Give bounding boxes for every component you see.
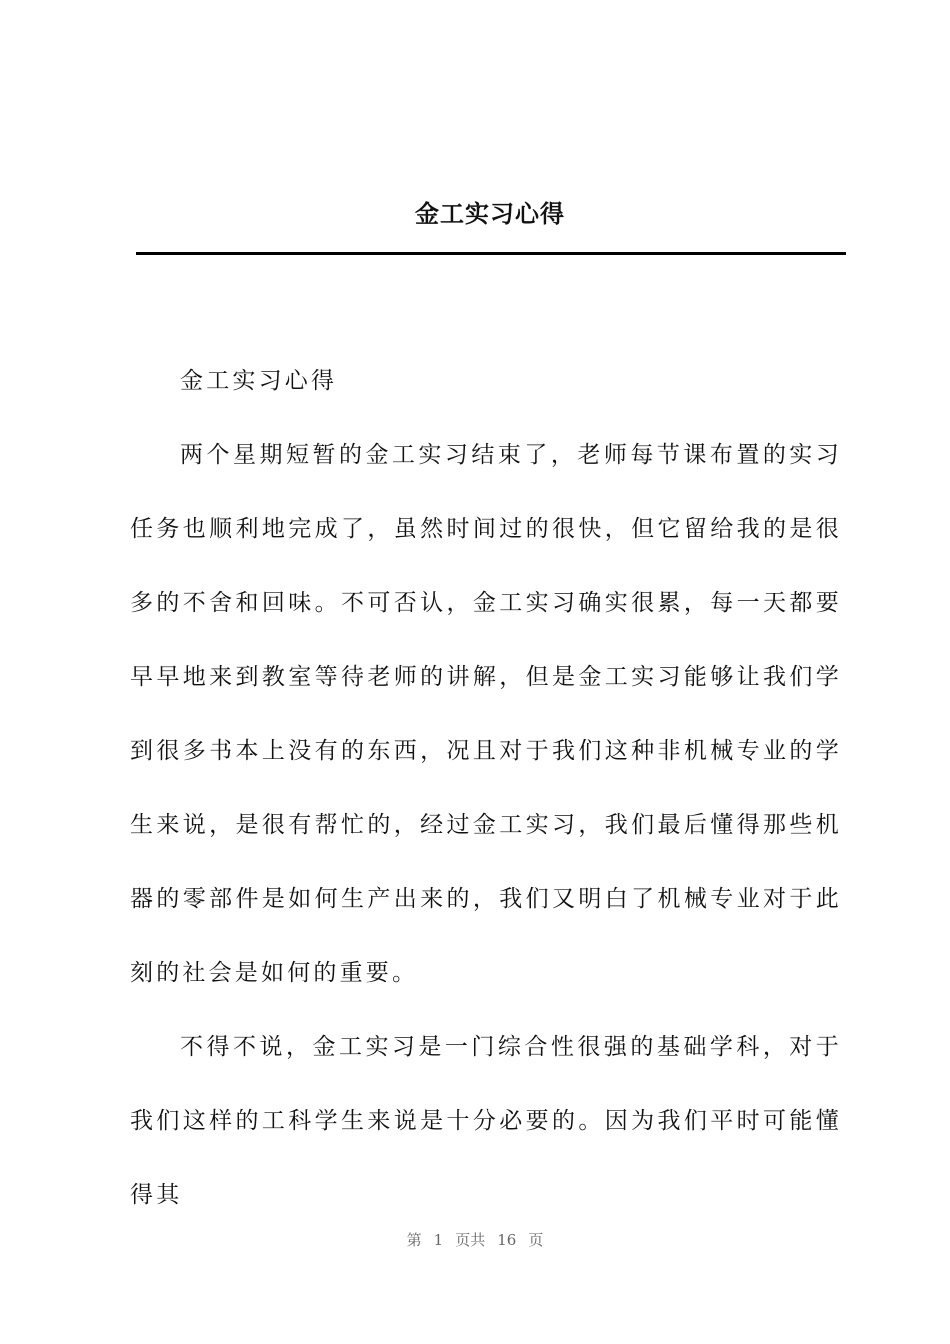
footer-page-suffix: 页 [528,1231,544,1249]
document-body [130,344,842,1232]
footer-page-total: 16 [497,1231,517,1249]
footer-page-prefix: 第 [406,1231,422,1249]
page-footer [0,1228,950,1252]
document-title: 金工实习心得 [415,199,565,228]
paragraph: 不得不说，金工实习是一门综合性很强的基础学科，对于我们这样的工科学生来说是十分必要的。因为我们平时可能懂得其 [130,1034,842,1208]
footer-page-number: 1 [433,1231,444,1249]
paragraph: 两个星期短暂的金工实习结束了，老师每节课布置的实习任务也顺利地完成了，虽然时间过的很快，但它留给我的是很多的不舍和回味。不可否认，金工实习确实很累，每一天都要早早地来到教室等待老师的讲解，但是金工实习能够让我们学到很多书本上没有的东西，况且对于我们这种非机械专业的学生来说，是很有帮忙的，经过金工实习，我们最后懂得那些机器的零部件是如何生产出来的，我们又明白了机械专业对于此刻的社会是如何的重要。 [130,442,842,986]
paragraph-heading: 金工实习心得 [180,368,338,394]
title-divider [136,252,846,255]
footer-page-middle: 页共 [455,1231,486,1249]
